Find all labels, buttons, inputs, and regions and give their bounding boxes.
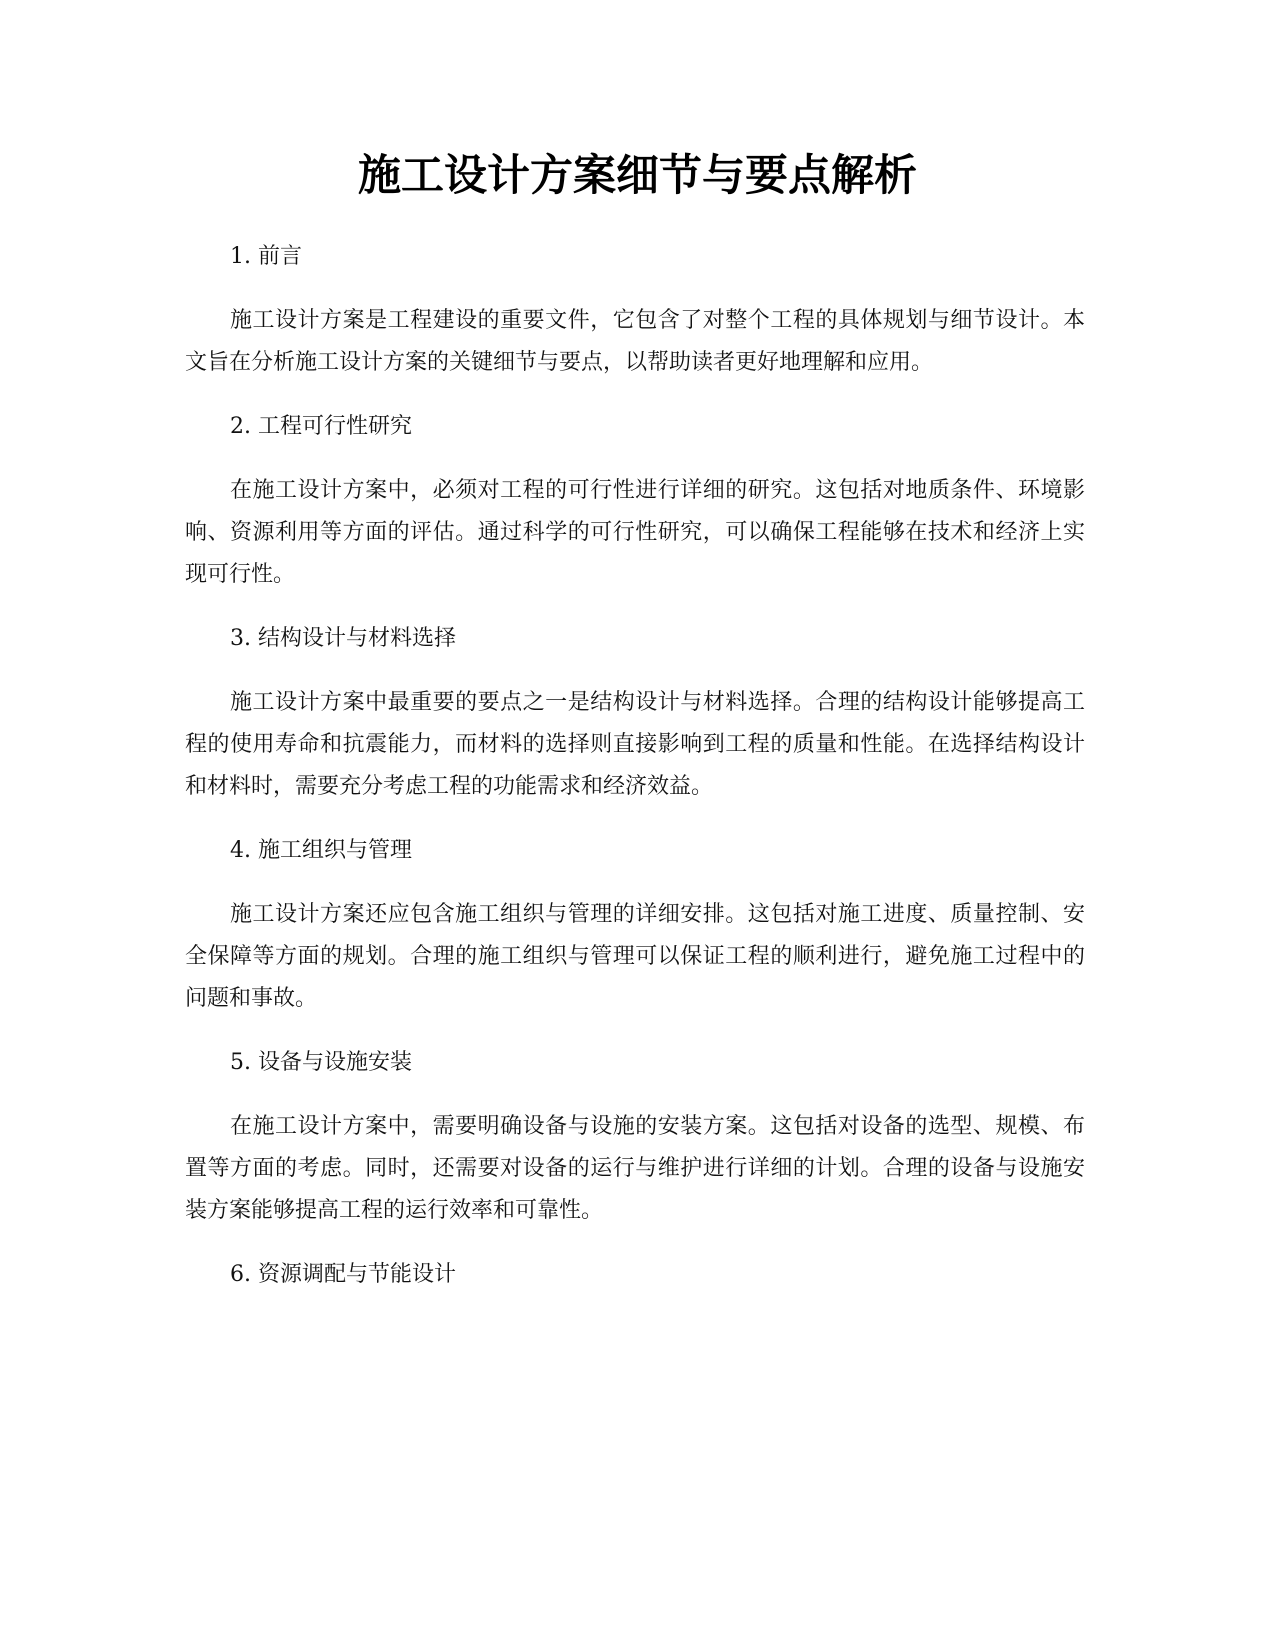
section-paragraph: 施工设计方案还应包含施工组织与管理的详细安排。这包括对施工进度、质量控制、安全保障等方面的规划。合理的施工组织与管理可以保证工程的顺利进行，避免施工过程中的问题和事故。	[185, 902, 1085, 1011]
section-feasibility	[185, 406, 1085, 618]
section-heading: 5. 设备与设施安装	[230, 1050, 412, 1075]
section-paragraph: 施工设计方案中最重要的要点之一是结构设计与材料选择。合理的结构设计能够提高工程的使用寿命和抗震能力，而材料的选择则直接影响到工程的质量和性能。在选择结构设计和材料时，需要充分考虑工程的功能需求和经济效益。	[185, 690, 1085, 799]
document-body	[185, 236, 1085, 1296]
section-heading: 3. 结构设计与材料选择	[230, 626, 456, 651]
section-paragraph: 在施工设计方案中，必须对工程的可行性进行详细的研究。这包括对地质条件、环境影响、资源利用等方面的评估。通过科学的可行性研究，可以确保工程能够在技术和经济上实现可行性。	[185, 478, 1085, 587]
section-preface	[185, 236, 1085, 406]
section-equipment-installation	[185, 1042, 1085, 1254]
document-title: 施工设计方案细节与要点解析	[358, 151, 917, 201]
section-heading: 4. 施工组织与管理	[230, 838, 412, 863]
section-heading: 1. 前言	[230, 244, 302, 269]
section-heading: 2. 工程可行性研究	[230, 414, 412, 439]
section-organization-management	[185, 830, 1085, 1042]
section-heading: 6. 资源调配与节能设计	[230, 1262, 456, 1287]
section-paragraph: 在施工设计方案中，需要明确设备与设施的安装方案。这包括对设备的选型、规模、布置等方面的考虑。同时，还需要对设备的运行与维护进行详细的计划。合理的设备与设施安装方案能够提高工程的运行效率和可靠性。	[185, 1114, 1085, 1223]
section-paragraph: 施工设计方案是工程建设的重要文件，它包含了对整个工程的具体规划与细节设计。本文旨在分析施工设计方案的关键细节与要点，以帮助读者更好地理解和应用。	[185, 308, 1085, 375]
section-structure-materials	[185, 618, 1085, 830]
section-resource-energy	[185, 1254, 1085, 1296]
